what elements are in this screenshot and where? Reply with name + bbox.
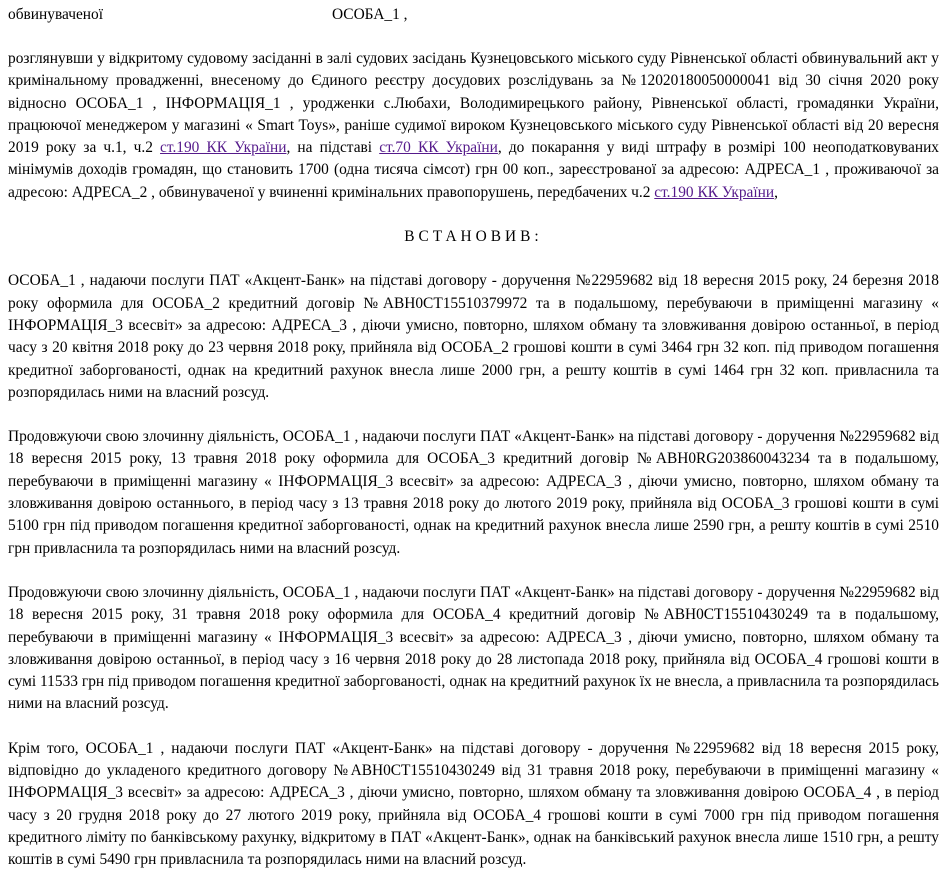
- header-line: [8, 4, 939, 26]
- header-left-text: обвинуваченої: [8, 6, 104, 23]
- paragraph-3: Продовжуючи свою злочинну діяльність, ОСОБА_1 , надаючи послуги ПАТ «Акцент-Банк» на підставі договору - доручення №22959682 від 18 вересня 2015 року, 31 травня 2018 року оформила для ОСОБА_4 кредитний договір №АВН0СТ15510430249 та в подальшому, перебуваючи в приміщенні магазину « ІНФОРМАЦІЯ_3 всесвіт» за адресою: АДРЕСА_3 , діючи умисно, повторно, шляхом обману та зловживання довірою останньої, в період часу з 16 червня 2018 року до 28 листопада 2018 року, прийняла від ОСОБА_4 грошові кошти в сумі 11533 грн під приводом погашення кредитної заборгованості, однак на кредитний рахунок їх не внесла, а привласнила та розпорядилась ними на власний розсуд.: [8, 583, 939, 713]
- spacer: [8, 26, 939, 48]
- intro-text-3: , до покарання у виді штрафу в розмірі 100 неоподатковуваних мінімумів доходів громадян, що становить 1700 (одна тисяча сімсот) грн 00 коп., зареєстрованої за адресою: АДРЕСА_1 , проживаючої за адресою: АДРЕСА_2 , обвинуваченої у вчиненні кримінальних правопорушень, передбачених ч.2: [8, 139, 939, 201]
- intro-text-4: ,: [774, 183, 778, 201]
- paragraph-4: Крім того, ОСОБА_1 , надаючи послуги ПАТ «Акцент-Банк» на підставі договору - доручення №22959682 від 18 вересня 2015 року, відповідно до укладеного кредитного договору №АВН0СТ15510430249 від 31 травня 2018 року, перебуваючи в приміщенні магазину « ІНФОРМАЦІЯ_3 всесвіт» за адресою: АДРЕСА_3 , діючи умисно, повторно, шляхом обману та зловживання довірою ОСОБА_4 , в період часу з 20 грудня 2018 року до 27 лютого 2019 року, прийняла від ОСОБА_4 грошові кошти в сумі 7000 грн під приводом погашення кредитного ліміту по банківському рахунку, відкритому в ПАТ «Акцент-Банк», однак на банківський рахунок внесла лише 1510 грн, а решту коштів в сумі 5490 грн привласнила та розпорядилась ними на власний розсуд.: [8, 739, 939, 869]
- paragraph-2: Продовжуючи свою злочинну діяльність, ОСОБА_1 , надаючи послуги ПАТ «Акцент-Банк» на підставі договору - доручення №22959682 від 18 вересня 2015 року, 13 травня 2018 року оформила для ОСОБА_3 кредитний договір №АВН0RG203860043234 та в подальшому, перебуваючи в приміщенні магазину « ІНФОРМАЦІЯ_3 всесвіт» за адресою: АДРЕСА_3 , діючи умисно, повторно, шляхом обману та зловживання довірою останнього, в період часу з 13 травня 2018 року до лютого 2019 року, прийняла від ОСОБА_3 грошові кошти в сумі 5100 грн під приводом погашення кредитної заборгованості, однак на кредитний рахунок внесла лише 2590 грн, а решту коштів в сумі 2510 грн привласнила та розпорядилась ними на власний розсуд.: [8, 428, 939, 557]
- intro-text-2: , на підставі: [286, 139, 380, 157]
- intro-paragraph: [8, 48, 939, 204]
- law-link-art70[interactable]: ст.70 КК України: [379, 139, 498, 157]
- spacer: [8, 248, 939, 270]
- section-heading: ВСТАНОВИВ:: [404, 228, 543, 246]
- law-link-art190-2[interactable]: ст.190 КК України: [654, 183, 775, 201]
- paragraph-1: ОСОБА_1 , надаючи послуги ПАТ «Акцент-Банк» на підставі договору - доручення №22959682 від 18 вересня 2015 року, 24 березня 2018 року оформила для ОСОБА_2 кредитний договір №АВН0СТ15510379972 та в подальшому, перебуваючи в приміщенні магазину « ІНФОРМАЦІЯ_3 всесвіт» за адресою: АДРЕСА_3 , діючи умисно, повторно, шляхом обману та зловживання довірою останньої, в період часу з 20 квітня 2018 року до 23 червня 2018 року, прийняла від ОСОБА_2 грошові кошти в сумі 3464 грн 32 коп. під приводом погашення кредитної заборгованості, однак на кредитний рахунок внесла лише 2000 грн, а решту коштів в сумі 1464 грн 32 коп. привласнила та розпорядилась ними на власний розсуд.: [8, 272, 939, 401]
- intro-text-1: розглянувши у відкритому судовому засіданні в залі судових засідань Кузнецовського міського суду Рівненської області обвинувальний акт у кримінальному провадженні, внесеному до Єдиного реєстру досудових розслідувань за №12020180050000041 від 30 січня 2020 року відносно ОСОБА_1 , ІНФОРМАЦІЯ_1 , уродженки с.Любахи, Володимирецького району, Рівненської області, громадянки України, працюючої менеджером у магазині « Smart Toys», раніше судимої вироком Кузнецовського міського суду Рівненської області від 20 вересня 2019 року за ч.1, ч.2: [8, 50, 939, 157]
- spacer: [8, 560, 939, 582]
- spacer: [8, 404, 939, 426]
- law-link-art190[interactable]: ст.190 КК України: [160, 139, 287, 157]
- spacer: [8, 204, 939, 226]
- header-right-text: ОСОБА_1 ,: [332, 6, 408, 23]
- spacer: [8, 716, 939, 738]
